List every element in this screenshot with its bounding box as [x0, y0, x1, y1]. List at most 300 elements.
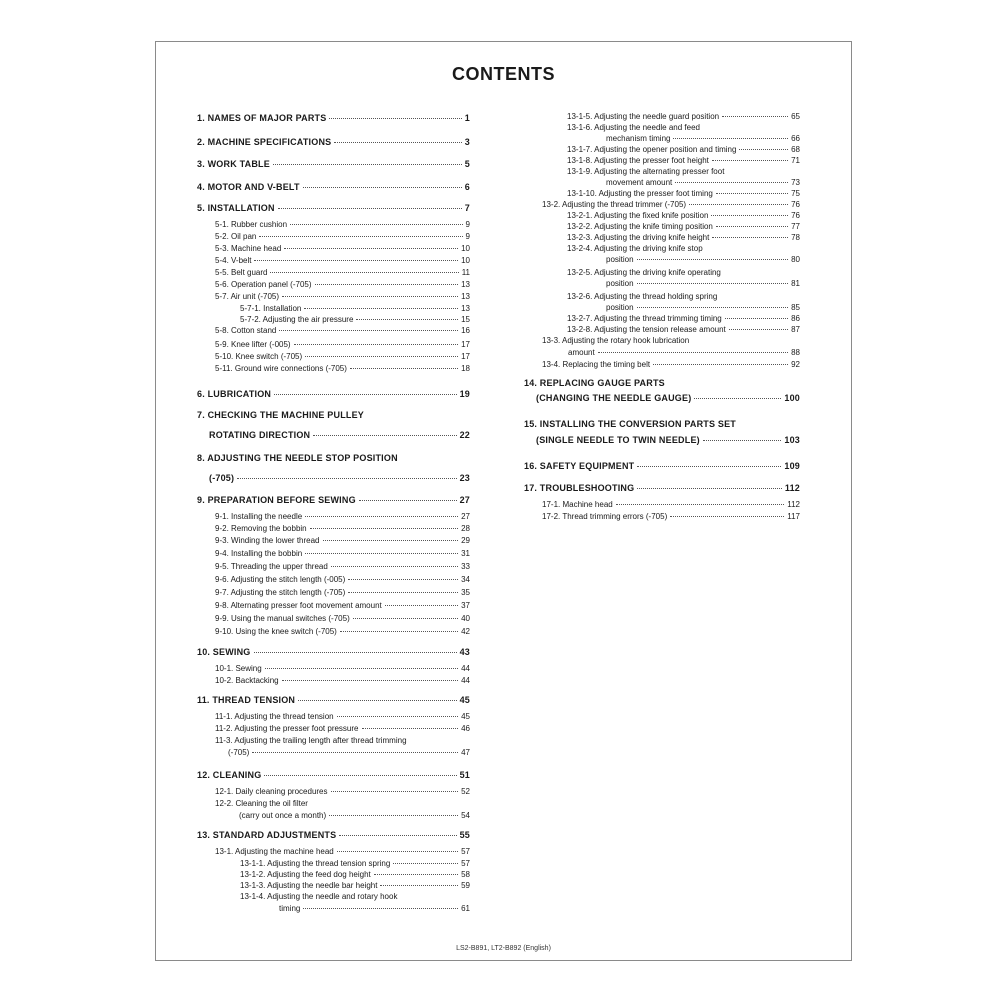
leader-dots: [716, 193, 788, 194]
toc-entry-title: 11-1. Adjusting the thread tension: [215, 712, 334, 721]
toc-entry: [215, 786, 470, 798]
toc-entry-title: 9-6. Adjusting the stitch length (-005): [215, 575, 346, 584]
toc-entry: [197, 201, 470, 215]
toc-entry-page: 18: [461, 364, 470, 373]
toc-entry-page: 109: [784, 461, 800, 471]
toc-entry: [215, 663, 470, 675]
toc-entry-page: 46: [461, 724, 470, 733]
toc-entry-title: 9-7. Adjusting the stitch length (-705): [215, 588, 346, 597]
leader-dots: [670, 516, 784, 517]
leader-dots: [716, 226, 788, 227]
leader-dots: [313, 435, 456, 436]
toc-entry-title: 17-2. Thread trimming errors (-705): [542, 512, 668, 521]
toc-entry: [567, 267, 800, 278]
toc-entry: [279, 903, 470, 914]
leader-dots: [598, 352, 788, 353]
toc-entry-page: 5: [464, 159, 470, 169]
toc-entry-title: 5-4. V-belt: [215, 256, 252, 265]
toc-entry-title: 5-3. Machine head: [215, 244, 282, 253]
toc-entry: [567, 232, 800, 243]
toc-entry-title: 5-7. Air unit (-705): [215, 292, 280, 301]
leader-dots: [637, 307, 789, 308]
toc-entry: [215, 626, 470, 638]
toc-entry: [567, 291, 800, 302]
leader-dots: [259, 236, 462, 237]
leader-dots: [637, 488, 782, 489]
toc-entry: [567, 144, 800, 155]
toc-entry: [215, 561, 470, 573]
toc-entry-title: 13-2-6. Adjusting the thread holding spring: [567, 292, 718, 301]
document-page: [155, 41, 852, 961]
toc-entry: [215, 511, 470, 523]
toc-entry-page: 78: [791, 233, 800, 242]
toc-entry-page: 58: [461, 870, 470, 879]
toc-entry-title: 13-4. Replacing the timing belt: [542, 360, 651, 369]
toc-entry-title: 14. REPLACING GAUGE PARTS: [524, 378, 665, 388]
toc-entry: [215, 325, 470, 337]
leader-dots: [712, 160, 788, 161]
leader-dots: [712, 237, 788, 238]
toc-entry: [215, 339, 470, 351]
toc-entry-page: 44: [461, 676, 470, 685]
toc-entry: [567, 313, 800, 324]
toc-entry-page: 52: [461, 787, 470, 796]
toc-entry: [567, 166, 800, 177]
toc-entry: [215, 846, 470, 858]
toc-entry: [197, 493, 470, 507]
leader-dots: [637, 259, 789, 260]
toc-entry: [524, 417, 800, 431]
toc-entry-page: 10: [461, 244, 470, 253]
toc-entry-page: 34: [461, 575, 470, 584]
toc-entry-title: 11. THREAD TENSION: [197, 695, 296, 705]
leader-dots: [331, 791, 459, 792]
toc-entry: [240, 891, 470, 902]
toc-entry: [606, 254, 800, 265]
toc-entry-page: 45: [461, 712, 470, 721]
toc-entry: [209, 428, 470, 442]
toc-entry-title: 13-2-7. Adjusting the thread trimming timing: [567, 314, 722, 323]
toc-entry-title: 8. ADJUSTING THE NEEDLE STOP POSITION: [197, 453, 398, 463]
toc-entry-title: 13-1-9. Adjusting the alternating presser foot: [567, 167, 725, 176]
toc-entry: [606, 177, 800, 188]
leader-dots: [298, 700, 456, 701]
toc-entry-page: 23: [459, 473, 470, 483]
toc-entry-title: 9-4. Installing the bobbin: [215, 549, 303, 558]
leader-dots: [305, 356, 458, 357]
toc-entry-title: position: [606, 255, 634, 264]
toc-entry: [197, 828, 470, 842]
toc-entry-title: 5-6. Operation panel (-705): [215, 280, 312, 289]
toc-entry: [536, 433, 800, 447]
toc-entry-page: 45: [459, 695, 470, 705]
toc-entry: [215, 613, 470, 625]
toc-entry-page: 27: [459, 495, 470, 505]
toc-entry-page: 15: [461, 315, 470, 324]
toc-entry-title: 13-1-2. Adjusting the feed dog height: [240, 870, 371, 879]
leader-dots: [282, 296, 458, 297]
toc-entry-page: 19: [459, 389, 470, 399]
toc-entry-page: 51: [459, 770, 470, 780]
toc-entry: [197, 157, 470, 171]
toc-entry: [240, 880, 470, 891]
leader-dots: [323, 540, 459, 541]
leader-dots: [252, 752, 458, 753]
toc-entry-page: 7: [464, 203, 470, 213]
leader-dots: [616, 504, 785, 505]
toc-entry-title: amount: [568, 348, 595, 357]
toc-entry: [197, 387, 470, 401]
leader-dots: [703, 440, 782, 441]
toc-entry-page: 80: [791, 255, 800, 264]
page-footer: LS2-B891, LT2-B892 (English): [456, 945, 551, 952]
leader-dots: [270, 272, 458, 273]
toc-entry-title: 9-1. Installing the needle: [215, 512, 303, 521]
toc-entry-page: 11: [461, 268, 470, 277]
toc-entry: [215, 243, 470, 255]
toc-entry: [197, 135, 470, 149]
leader-dots: [310, 528, 458, 529]
leader-dots: [653, 364, 788, 365]
leader-dots: [356, 319, 458, 320]
toc-entry-title: 5-9. Knee lifter (-005): [215, 340, 291, 349]
toc-entry-page: 100: [784, 393, 800, 403]
toc-entry-title: 1. NAMES OF MAJOR PARTS: [197, 113, 327, 123]
toc-entry-page: 29: [461, 536, 470, 545]
leader-dots: [303, 908, 458, 909]
toc-entry: [240, 858, 470, 869]
leader-dots: [739, 149, 788, 150]
toc-entry-title: 5. INSTALLATION: [197, 203, 275, 213]
toc-entry: [215, 548, 470, 560]
toc-entry-page: 88: [791, 348, 800, 357]
toc-entry-page: 33: [461, 562, 470, 571]
leader-dots: [265, 668, 458, 669]
toc-entry-title: 16. SAFETY EQUIPMENT: [524, 461, 635, 471]
toc-entry: [215, 267, 470, 279]
leader-dots: [274, 394, 456, 395]
toc-entry: [542, 335, 800, 347]
leader-dots: [711, 215, 788, 216]
toc-entry: [209, 471, 470, 485]
toc-entry-title: (SINGLE NEEDLE TO TWIN NEEDLE): [536, 435, 700, 445]
toc-entry-title: 13-2-2. Adjusting the knife timing position: [567, 222, 713, 231]
toc-entry: [240, 303, 470, 314]
leader-dots: [359, 500, 457, 501]
toc-entry: [215, 600, 470, 612]
toc-entry-page: 47: [461, 748, 470, 757]
toc-entry-title: 10-1. Sewing: [215, 664, 262, 673]
toc-entry-title: 3. WORK TABLE: [197, 159, 270, 169]
leader-dots: [725, 318, 788, 319]
toc-entry-title: 13-1-6. Adjusting the needle and feed: [567, 123, 700, 132]
toc-entry-title: 13-1-5. Adjusting the needle guard position: [567, 112, 720, 121]
toc-entry-title: 13-2-1. Adjusting the fixed knife position: [567, 211, 709, 220]
toc-entry-page: 87: [791, 325, 800, 334]
leader-dots: [284, 248, 458, 249]
toc-entry: [197, 111, 470, 125]
toc-entry: [197, 693, 470, 707]
toc-entry-page: 28: [461, 524, 470, 533]
leader-dots: [337, 851, 458, 852]
toc-entry: [239, 810, 470, 822]
toc-entry: [542, 199, 800, 211]
toc-entry: [215, 723, 470, 735]
toc-entry-title: 13-1-1. Adjusting the thread tension spring: [240, 859, 391, 868]
toc-entry-page: 57: [461, 847, 470, 856]
toc-entry-page: 13: [461, 304, 470, 313]
toc-entry: [542, 499, 800, 511]
leader-dots: [334, 142, 461, 143]
toc-entry: [606, 278, 800, 289]
toc-entry: [567, 155, 800, 166]
toc-entry-page: 9: [465, 232, 470, 241]
toc-entry-page: 61: [461, 904, 470, 913]
toc-entry-title: 17-1. Machine head: [542, 500, 613, 509]
toc-entry-page: 31: [461, 549, 470, 558]
toc-entry-title: 13. STANDARD ADJUSTMENTS: [197, 830, 337, 840]
leader-dots: [304, 308, 458, 309]
leader-dots: [278, 208, 462, 209]
page-title: CONTENTS: [452, 64, 555, 84]
toc-entry-page: 65: [791, 112, 800, 121]
toc-entry-title: 11-3. Adjusting the trailing length after thread trimming: [215, 736, 407, 745]
toc-entry: [567, 111, 800, 122]
leader-dots: [385, 605, 458, 606]
toc-entry-page: 77: [791, 222, 800, 231]
toc-entry-page: 10: [461, 256, 470, 265]
toc-entry-title: 13-3. Adjusting the rotary hook lubrication: [542, 336, 690, 345]
toc-entry-title: 5-2. Oil pan: [215, 232, 257, 241]
toc-entry-title: 13-2-4. Adjusting the driving knife stop: [567, 244, 703, 253]
toc-entry-page: 13: [461, 292, 470, 301]
toc-entry: [606, 133, 800, 144]
leader-dots: [689, 204, 788, 205]
toc-entry-title: 10-2. Backtacking: [215, 676, 279, 685]
leader-dots: [380, 885, 458, 886]
toc-entry-page: 17: [461, 340, 470, 349]
toc-entry: [197, 645, 470, 659]
toc-entry-page: 81: [791, 279, 800, 288]
toc-entry-page: 54: [461, 811, 470, 820]
toc-entry-title: 15. INSTALLING THE CONVERSION PARTS SET: [524, 419, 736, 429]
leader-dots: [694, 398, 781, 399]
leader-dots: [353, 618, 458, 619]
toc-entry-page: 3: [464, 137, 470, 147]
toc-entry: [215, 711, 470, 723]
toc-entry-title: 12. CLEANING: [197, 770, 262, 780]
toc-entry: [567, 243, 800, 254]
toc-entry-title: (-705): [228, 748, 250, 757]
toc-entry-title: 7. CHECKING THE MACHINE PULLEY: [197, 410, 365, 420]
toc-entry-title: 13-1-3. Adjusting the needle bar height: [240, 881, 378, 890]
toc-entry: [567, 210, 800, 221]
toc-entry-title: 9-10. Using the knee switch (-705): [215, 627, 337, 636]
toc-entry-page: 75: [791, 189, 800, 198]
toc-entry: [197, 768, 470, 782]
leader-dots: [331, 566, 458, 567]
toc-entry: [567, 221, 800, 232]
leader-dots: [637, 283, 789, 284]
toc-entry-page: 6: [464, 182, 470, 192]
toc-entry-page: 16: [461, 326, 470, 335]
toc-entry-title: (CHANGING THE NEEDLE GAUGE): [536, 393, 692, 403]
toc-entry-page: 22: [459, 430, 470, 440]
leader-dots: [290, 224, 463, 225]
toc-entry-title: 13-1. Adjusting the machine head: [215, 847, 334, 856]
toc-entry-title: 5-1. Rubber cushion: [215, 220, 288, 229]
toc-entry: [197, 408, 470, 422]
toc-entry-page: 40: [461, 614, 470, 623]
toc-entry-title: (carry out once a month): [239, 811, 327, 820]
toc-entry-title: 5-7-2. Adjusting the air pressure: [240, 315, 354, 324]
toc-entry-title: timing: [279, 904, 301, 913]
toc-entry-page: 85: [791, 303, 800, 312]
toc-entry-title: 9-2. Removing the bobbin: [215, 524, 307, 533]
toc-entry-title: 2. MACHINE SPECIFICATIONS: [197, 137, 332, 147]
toc-entry-page: 42: [461, 627, 470, 636]
toc-entry-title: movement amount: [606, 178, 673, 187]
leader-dots: [329, 118, 461, 119]
toc-entry-title: mechanism timing: [606, 134, 671, 143]
toc-entry: [215, 363, 470, 375]
toc-entry-title: 4. MOTOR AND V-BELT: [197, 182, 300, 192]
leader-dots: [339, 835, 456, 836]
leader-dots: [264, 775, 456, 776]
leader-dots: [273, 164, 462, 165]
toc-entry-title: 13-1-10. Adjusting the presser foot timing: [567, 189, 713, 198]
leader-dots: [340, 631, 458, 632]
toc-entry-page: 37: [461, 601, 470, 610]
toc-entry-page: 86: [791, 314, 800, 323]
toc-entry-title: 9. PREPARATION BEFORE SEWING: [197, 495, 356, 505]
leader-dots: [673, 138, 788, 139]
toc-entry-title: 5-7-1. Installation: [240, 304, 302, 313]
leader-dots: [348, 592, 458, 593]
leader-dots: [350, 368, 458, 369]
toc-entry: [240, 869, 470, 880]
toc-entry-title: ROTATING DIRECTION: [209, 430, 311, 440]
toc-entry: [568, 347, 800, 359]
toc-entry: [240, 314, 470, 325]
leader-dots: [337, 716, 458, 717]
toc-entry: [215, 291, 470, 303]
toc-entry-page: 103: [784, 435, 800, 445]
toc-entry-page: 59: [461, 881, 470, 890]
toc-entry: [215, 219, 470, 231]
leader-dots: [282, 680, 459, 681]
toc-entry-title: 5-11. Ground wire connections (-705): [215, 364, 347, 373]
toc-entry: [215, 255, 470, 267]
toc-entry-title: 10. SEWING: [197, 647, 251, 657]
toc-entry-page: 76: [791, 211, 800, 220]
toc-entry: [215, 523, 470, 535]
leader-dots: [362, 728, 459, 729]
toc-entry: [215, 735, 470, 747]
leader-dots: [722, 116, 788, 117]
toc-entry-title: 5-5. Belt guard: [215, 268, 268, 277]
toc-entry: [215, 587, 470, 599]
toc-entry-page: 73: [791, 178, 800, 187]
toc-entry: [215, 279, 470, 291]
toc-entry: [524, 481, 800, 495]
toc-entry-page: 68: [791, 145, 800, 154]
toc-entry-title: 13-1-7. Adjusting the opener position and timing: [567, 145, 737, 154]
toc-entry-title: 12-2. Cleaning the oil filter: [215, 799, 308, 808]
toc-entry-title: 13-2-8. Adjusting the tension release amount: [567, 325, 726, 334]
toc-entry: [567, 324, 800, 335]
toc-entry: [215, 535, 470, 547]
toc-entry: [215, 798, 470, 810]
toc-entry-page: 92: [791, 360, 800, 369]
toc-entry: [197, 451, 470, 465]
leader-dots: [315, 284, 459, 285]
leader-dots: [279, 330, 458, 331]
toc-entry: [215, 231, 470, 243]
toc-entry-page: 71: [791, 156, 800, 165]
toc-entry: [197, 180, 470, 194]
toc-entry-page: 112: [784, 483, 800, 493]
leader-dots: [729, 329, 788, 330]
toc-entry: [215, 351, 470, 363]
toc-entry-title: 9-8. Alternating presser foot movement amount: [215, 601, 382, 610]
toc-entry-title: 17. TROUBLESHOOTING: [524, 483, 635, 493]
toc-entry: [215, 574, 470, 586]
toc-entry-page: 112: [787, 500, 800, 509]
toc-entry-page: 9: [465, 220, 470, 229]
leader-dots: [675, 182, 788, 183]
toc-entry: [524, 459, 800, 473]
toc-entry-page: 55: [459, 830, 470, 840]
toc-entry-title: position: [606, 279, 634, 288]
leader-dots: [305, 553, 458, 554]
leader-dots: [303, 187, 462, 188]
leader-dots: [254, 260, 458, 261]
toc-entry-page: 117: [787, 512, 800, 521]
toc-entry-page: 27: [461, 512, 470, 521]
toc-entry-title: 9-3. Winding the lower thread: [215, 536, 320, 545]
toc-entry: [606, 302, 800, 313]
toc-entry: [542, 511, 800, 523]
toc-entry: [567, 122, 800, 133]
leader-dots: [254, 652, 457, 653]
leader-dots: [637, 466, 781, 467]
toc-entry-page: 57: [461, 859, 470, 868]
toc-entry-title: 13-2-3. Adjusting the driving knife height: [567, 233, 710, 242]
toc-entry: [536, 391, 800, 405]
leader-dots: [305, 516, 458, 517]
toc-entry-title: 13-2. Adjusting the thread trimmer (-705): [542, 200, 687, 209]
toc-entry: [542, 359, 800, 371]
toc-entry-title: 13-1-8. Adjusting the presser foot height: [567, 156, 709, 165]
toc-entry-title: 9-5. Threading the upper thread: [215, 562, 328, 571]
toc-entry-title: 12-1. Daily cleaning procedures: [215, 787, 328, 796]
leader-dots: [294, 344, 459, 345]
toc-entry-title: 6. LUBRICATION: [197, 389, 272, 399]
toc-entry-title: 5-10. Knee switch (-705): [215, 352, 303, 361]
toc-entry-title: 9-9. Using the manual switches (-705): [215, 614, 350, 623]
toc-entry-page: 76: [791, 200, 800, 209]
toc-entry: [215, 675, 470, 687]
leader-dots: [393, 863, 458, 864]
toc-entry-page: 17: [461, 352, 470, 361]
toc-entry-title: 11-2. Adjusting the presser foot pressure: [215, 724, 359, 733]
toc-entry: [524, 376, 800, 390]
leader-dots: [237, 478, 456, 479]
leader-dots: [329, 815, 458, 816]
toc-entry-title: 5-8. Cotton stand: [215, 326, 277, 335]
toc-entry-page: 43: [459, 647, 470, 657]
